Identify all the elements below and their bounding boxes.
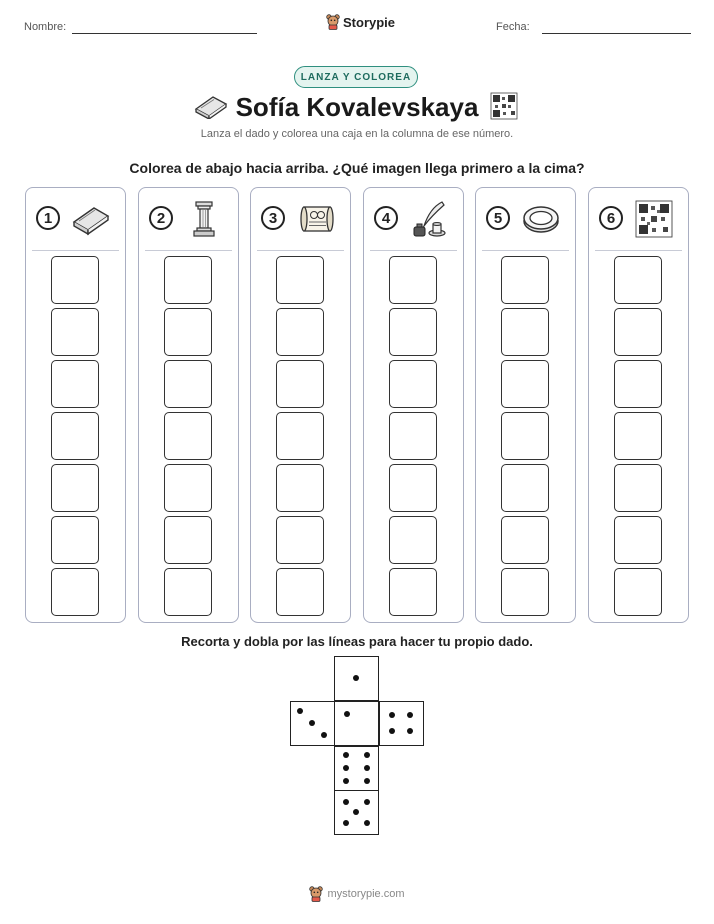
color-box[interactable] <box>276 308 324 356</box>
die-face <box>290 701 335 746</box>
color-box[interactable] <box>276 568 324 616</box>
column-6 <box>588 187 689 623</box>
page-subtitle: Lanza el dado y colorea una caja en la columna de ese número. <box>200 128 514 140</box>
die-face <box>334 746 379 791</box>
color-box[interactable] <box>614 360 662 408</box>
color-box[interactable] <box>614 256 662 304</box>
book-icon <box>70 200 112 238</box>
die-pip <box>364 799 370 805</box>
die-pip <box>353 675 359 681</box>
color-box[interactable] <box>501 308 549 356</box>
color-box[interactable] <box>389 308 437 356</box>
die-pip <box>321 732 327 738</box>
date-label: Fecha: <box>496 21 530 33</box>
column-number: 6 <box>599 206 623 230</box>
ring-icon <box>520 200 562 238</box>
die-face <box>334 790 379 835</box>
color-box[interactable] <box>501 412 549 460</box>
color-box[interactable] <box>164 360 212 408</box>
die-face <box>379 701 424 746</box>
color-box[interactable] <box>164 412 212 460</box>
column-divider <box>257 250 344 251</box>
color-box[interactable] <box>164 516 212 564</box>
color-box[interactable] <box>276 516 324 564</box>
name-line <box>72 33 257 34</box>
color-box[interactable] <box>501 464 549 512</box>
color-box[interactable] <box>276 360 324 408</box>
column-divider <box>482 250 569 251</box>
instruction-bottom: Recorta y dobla por las líneas para hacer tu propio dado. <box>181 634 533 649</box>
column-5 <box>475 187 576 623</box>
color-box[interactable] <box>614 308 662 356</box>
die-pip <box>344 711 350 717</box>
die-pip <box>343 799 349 805</box>
die-pip <box>364 820 370 826</box>
color-box[interactable] <box>164 256 212 304</box>
color-box[interactable] <box>501 516 549 564</box>
column-number: 1 <box>36 206 60 230</box>
footer-url: mystorypie.com <box>327 888 405 900</box>
die-pip <box>407 728 413 734</box>
die-pip <box>389 728 395 734</box>
color-box[interactable] <box>51 464 99 512</box>
color-box[interactable] <box>164 464 212 512</box>
color-box[interactable] <box>389 568 437 616</box>
color-box[interactable] <box>501 360 549 408</box>
die-pip <box>343 752 349 758</box>
die-pip <box>407 712 413 718</box>
color-box[interactable] <box>614 412 662 460</box>
column-divider <box>32 250 119 251</box>
column-divider <box>145 250 232 251</box>
die-pip <box>309 720 315 726</box>
brand-logo <box>326 14 395 30</box>
die-pip <box>364 778 370 784</box>
activity-badge: LANZA Y COLOREA <box>294 66 418 88</box>
color-box[interactable] <box>51 568 99 616</box>
color-box[interactable] <box>389 464 437 512</box>
color-box[interactable] <box>276 412 324 460</box>
column-number: 4 <box>374 206 398 230</box>
color-box[interactable] <box>614 516 662 564</box>
column-4 <box>363 187 464 623</box>
die-pip <box>353 809 359 815</box>
color-box[interactable] <box>501 568 549 616</box>
color-box[interactable] <box>501 256 549 304</box>
qr-pattern-icon <box>633 200 675 238</box>
color-box[interactable] <box>389 516 437 564</box>
column-2 <box>138 187 239 623</box>
column-number: 5 <box>486 206 510 230</box>
die-pip <box>364 765 370 771</box>
column-number: 3 <box>261 206 285 230</box>
color-box[interactable] <box>51 360 99 408</box>
bear-mascot-icon <box>309 886 323 902</box>
column-divider <box>370 250 457 251</box>
color-box[interactable] <box>614 464 662 512</box>
color-box[interactable] <box>51 412 99 460</box>
die-face <box>334 701 379 746</box>
die-face <box>334 656 379 701</box>
color-box[interactable] <box>276 256 324 304</box>
page-title: Sofía Kovalevskaya <box>235 92 479 122</box>
qr-pattern-icon <box>490 92 518 120</box>
date-line <box>542 33 691 34</box>
die-pip <box>343 820 349 826</box>
color-box[interactable] <box>276 464 324 512</box>
color-box[interactable] <box>614 568 662 616</box>
name-label: Nombre: <box>24 21 67 33</box>
die-pip <box>389 712 395 718</box>
color-box[interactable] <box>51 308 99 356</box>
column-divider <box>595 250 682 251</box>
die-pip <box>297 708 303 714</box>
column-number: 2 <box>149 206 173 230</box>
color-box[interactable] <box>164 308 212 356</box>
brand-name: Storypie <box>343 14 396 30</box>
die-pip <box>343 765 349 771</box>
quill-inkwell-icon <box>408 200 450 238</box>
instruction-top: Colorea de abajo hacia arriba. ¿Qué imagen llega primero a la cima? <box>129 160 585 176</box>
column-1 <box>25 187 126 623</box>
color-box[interactable] <box>164 568 212 616</box>
color-box[interactable] <box>51 256 99 304</box>
color-box[interactable] <box>51 516 99 564</box>
scroll-icon <box>295 200 337 238</box>
color-box[interactable] <box>389 360 437 408</box>
footer <box>0 886 714 902</box>
color-box[interactable] <box>389 412 437 460</box>
bear-mascot-icon <box>326 14 340 30</box>
die-pip <box>343 778 349 784</box>
pedestal-icon <box>183 200 225 238</box>
color-box[interactable] <box>389 256 437 304</box>
die-pip <box>364 752 370 758</box>
column-3 <box>250 187 351 623</box>
